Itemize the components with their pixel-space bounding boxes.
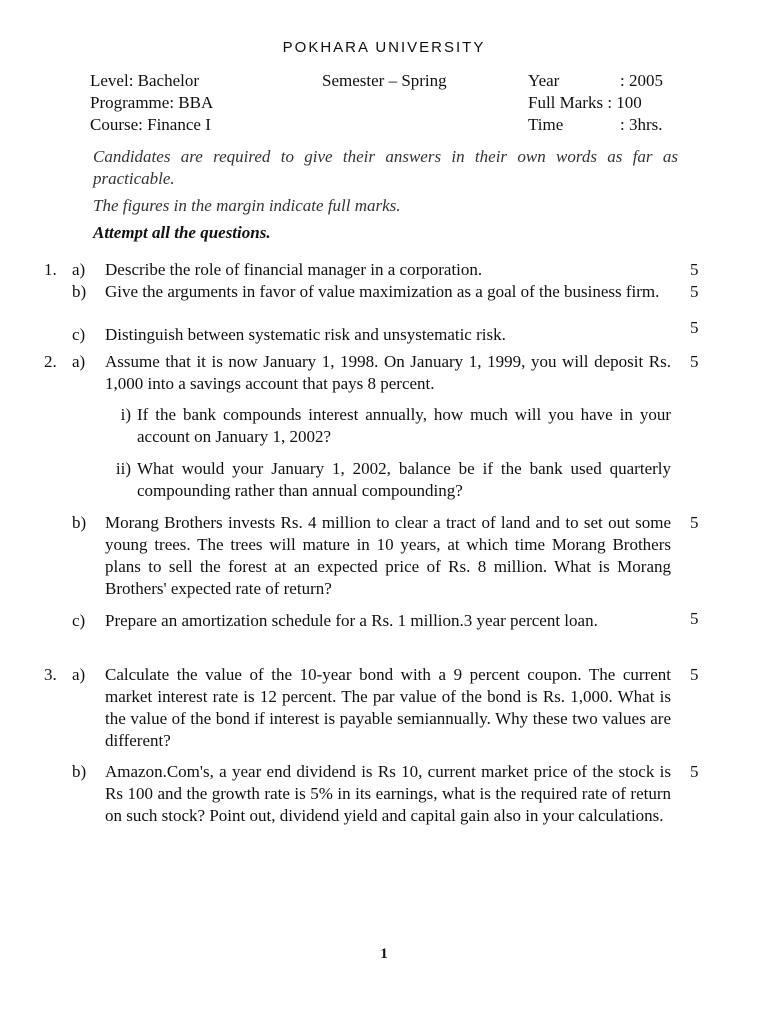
question-number: 2. [44, 352, 57, 371]
marks: 5 [690, 665, 699, 684]
question-text: Morang Brothers invests Rs. 4 million to clear a tract of land and to set out some young trees. The trees will mature in 10 years, at which time Morang Brothers plans to sell the forest at an expected price of Rs. 8 million. What is Morang Brothers' expected rate of return? [105, 513, 671, 598]
year-label: Year [528, 71, 560, 90]
part-label: a) [72, 352, 86, 371]
part-label: b) [72, 513, 87, 532]
programme: Programme: BBA [90, 93, 214, 112]
question-text: Prepare an amortization schedule for a Rs. 1 million.3 year percent loan. [105, 611, 598, 630]
exam-meta [90, 70, 690, 136]
time-value: : 3hrs. [620, 115, 663, 134]
question-text: Calculate the value of the 10-year bond with a 9 percent coupon. The current market interest rate is 12 percent. The par value of the bond is Rs. 1,000. What is the value of the bond if interest is payable semiannually. Why these two values are different? [105, 665, 671, 750]
instruction-own-words: Candidates are required to give their answers in their own words as far as practicable. [93, 147, 678, 188]
time-label: Time [528, 115, 564, 134]
instruction-margin: The figures in the margin indicate full marks. [93, 196, 401, 215]
subpart-label: i) [120, 405, 131, 424]
marks: 5 [690, 762, 699, 781]
marks: 5 [690, 352, 699, 371]
part-label: c) [72, 611, 86, 630]
university-title: POKHARA UNIVERSITY [282, 39, 486, 56]
part-label: a) [72, 260, 86, 279]
question-text: Give the arguments in favor of value maximization as a goal of the business firm. [105, 282, 660, 301]
part-label: b) [72, 762, 87, 781]
part-label: a) [72, 665, 86, 684]
question-text: Distinguish between systematic risk and unsystematic risk. [105, 325, 506, 344]
course: Course: Finance I [90, 115, 211, 134]
subpart-text: What would your January 1, 2002, balance be if the bank used quarterly compounding rather than annual compounding? [137, 459, 671, 500]
semester: Semester – Spring [322, 71, 447, 90]
marks: 5 [690, 318, 699, 337]
part-label: c) [72, 325, 86, 344]
level: Level: Bachelor [90, 71, 200, 90]
page-number: 1 [380, 946, 388, 962]
full-marks: Full Marks : 100 [528, 93, 642, 112]
subpart-label: ii) [115, 459, 131, 478]
marks: 5 [690, 609, 699, 628]
marks: 5 [690, 260, 699, 279]
marks: 5 [690, 282, 699, 301]
question-text: Assume that it is now January 1, 1998. On January 1, 1999, you will deposit Rs. 1,000 into a savings account that pays 8 percent. [105, 352, 671, 393]
question-text: Amazon.Com's, a year end dividend is Rs 10, current market price of the stock is Rs 100 and the growth rate is 5% in its earnings, what is the required rate of return on such stock? Point out, dividend yield and capital gain also in your calculations. [105, 762, 671, 825]
subpart-text: If the bank compounds interest annually, how much will you have in your account on January 1, 2002? [137, 405, 671, 446]
question-text: Describe the role of financial manager in a corporation. [105, 260, 483, 279]
marks: 5 [690, 513, 699, 532]
part-label: b) [72, 282, 87, 301]
question-number: 1. [44, 260, 57, 279]
year-value: : 2005 [620, 71, 663, 90]
instruction-attempt: Attempt all the questions. [93, 223, 271, 242]
question-number: 3. [44, 665, 57, 684]
